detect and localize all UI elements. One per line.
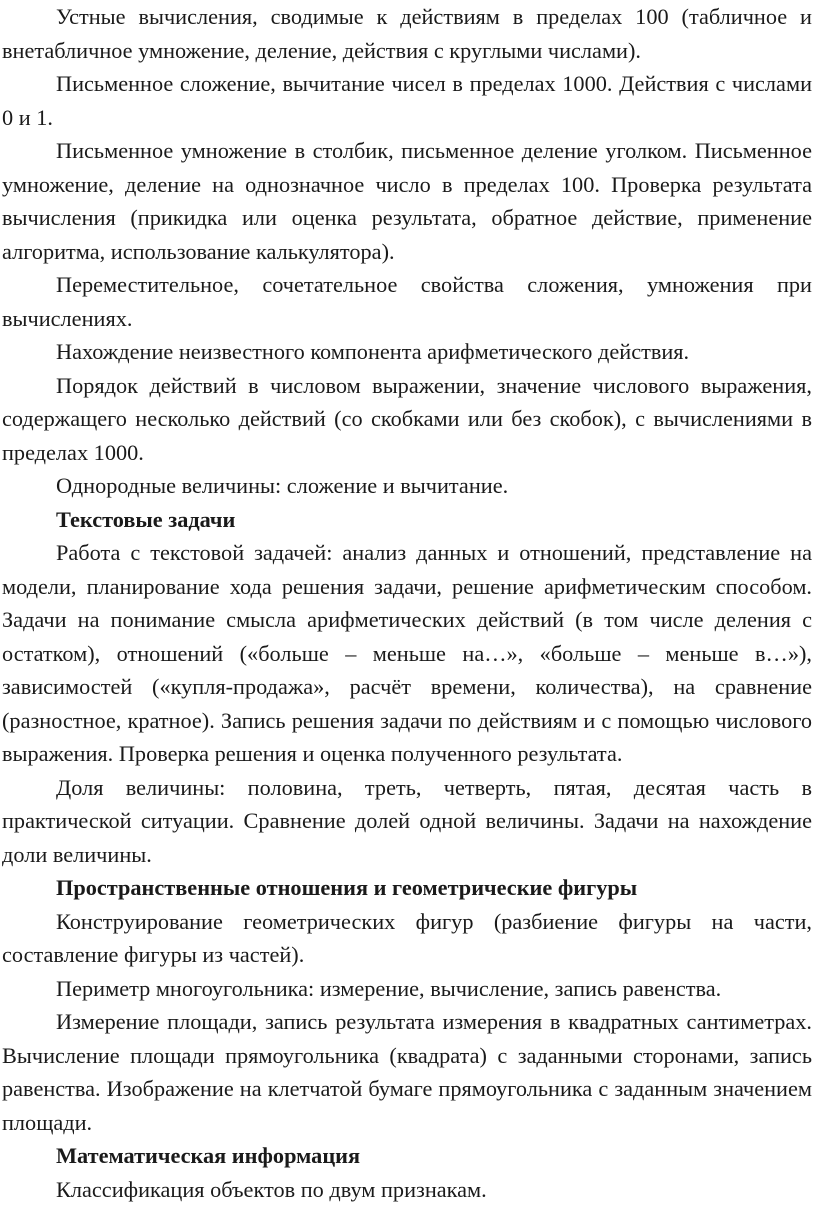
paragraph-written-multiplication: Письменное умножение в столбик, письменное деление уголком. Письменное умножение, деление на однозначное число в пределах 100. Проверка результата вычисления (прикидка или оценка результата, обратное действие, применение алгоритма, использование калькулятора). <box>2 134 812 268</box>
paragraph-homogeneous-quantities: Однородные величины: сложение и вычитание. <box>2 469 812 503</box>
paragraph-oral-calculations: Устные вычисления, сводимые к действиям в пределах 100 (табличное и внетабличное умножение, деление, действия с круглыми числами). <box>2 0 812 67</box>
paragraph-text-problem-work: Работа с текстовой задачей: анализ данных и отношений, представление на модели, планирование хода решения задачи, решение арифметическим способом. Задачи на понимание смысла арифметических действий (в том числе деления с остатком), отношений («больше – меньше на…», «больше – меньше в…»), зависимостей («купля-продажа», расчёт времени, количества), на сравнение (разностное, кратное). Запись решения задачи по действиям и с помощью числового выражения. Проверка решения и оценка полученного результата. <box>2 536 812 771</box>
paragraph-fractions: Доля величины: половина, треть, четверть, пятая, десятая часть в практической ситуации. Сравнение долей одной величины. Задачи на нахождение доли величины. <box>2 771 812 872</box>
paragraph-area: Измерение площади, запись результата измерения в квадратных сантиметрах. Вычисление площади прямоугольника (квадрата) с заданными сторонами, запись равенства. Изображение на клетчатой бумаге прямоугольника с заданным значением площади. <box>2 1005 812 1139</box>
heading-geometry: Пространственные отношения и геометрические фигуры <box>2 871 812 905</box>
paragraph-order-of-operations: Порядок действий в числовом выражении, значение числового выражения, содержащего несколько действий (со скобками или без скобок), с вычислениями в пределах 1000. <box>2 369 812 470</box>
paragraph-construction: Конструирование геометрических фигур (разбиение фигуры на части, составление фигуры из частей). <box>2 905 812 972</box>
paragraph-classification: Классификация объектов по двум признакам. <box>2 1173 812 1206</box>
paragraph-written-addition: Письменное сложение, вычитание чисел в пределах 1000. Действия с числами 0 и 1. <box>2 67 812 134</box>
paragraph-properties: Переместительное, сочетательное свойства сложения, умножения при вычислениях. <box>2 268 812 335</box>
paragraph-perimeter: Периметр многоугольника: измерение, вычисление, запись равенства. <box>2 972 812 1006</box>
heading-math-information: Математическая информация <box>2 1139 812 1173</box>
heading-text-problems: Текстовые задачи <box>2 503 812 537</box>
paragraph-unknown-component: Нахождение неизвестного компонента арифметического действия. <box>2 335 812 369</box>
document-page <box>2 0 812 1206</box>
